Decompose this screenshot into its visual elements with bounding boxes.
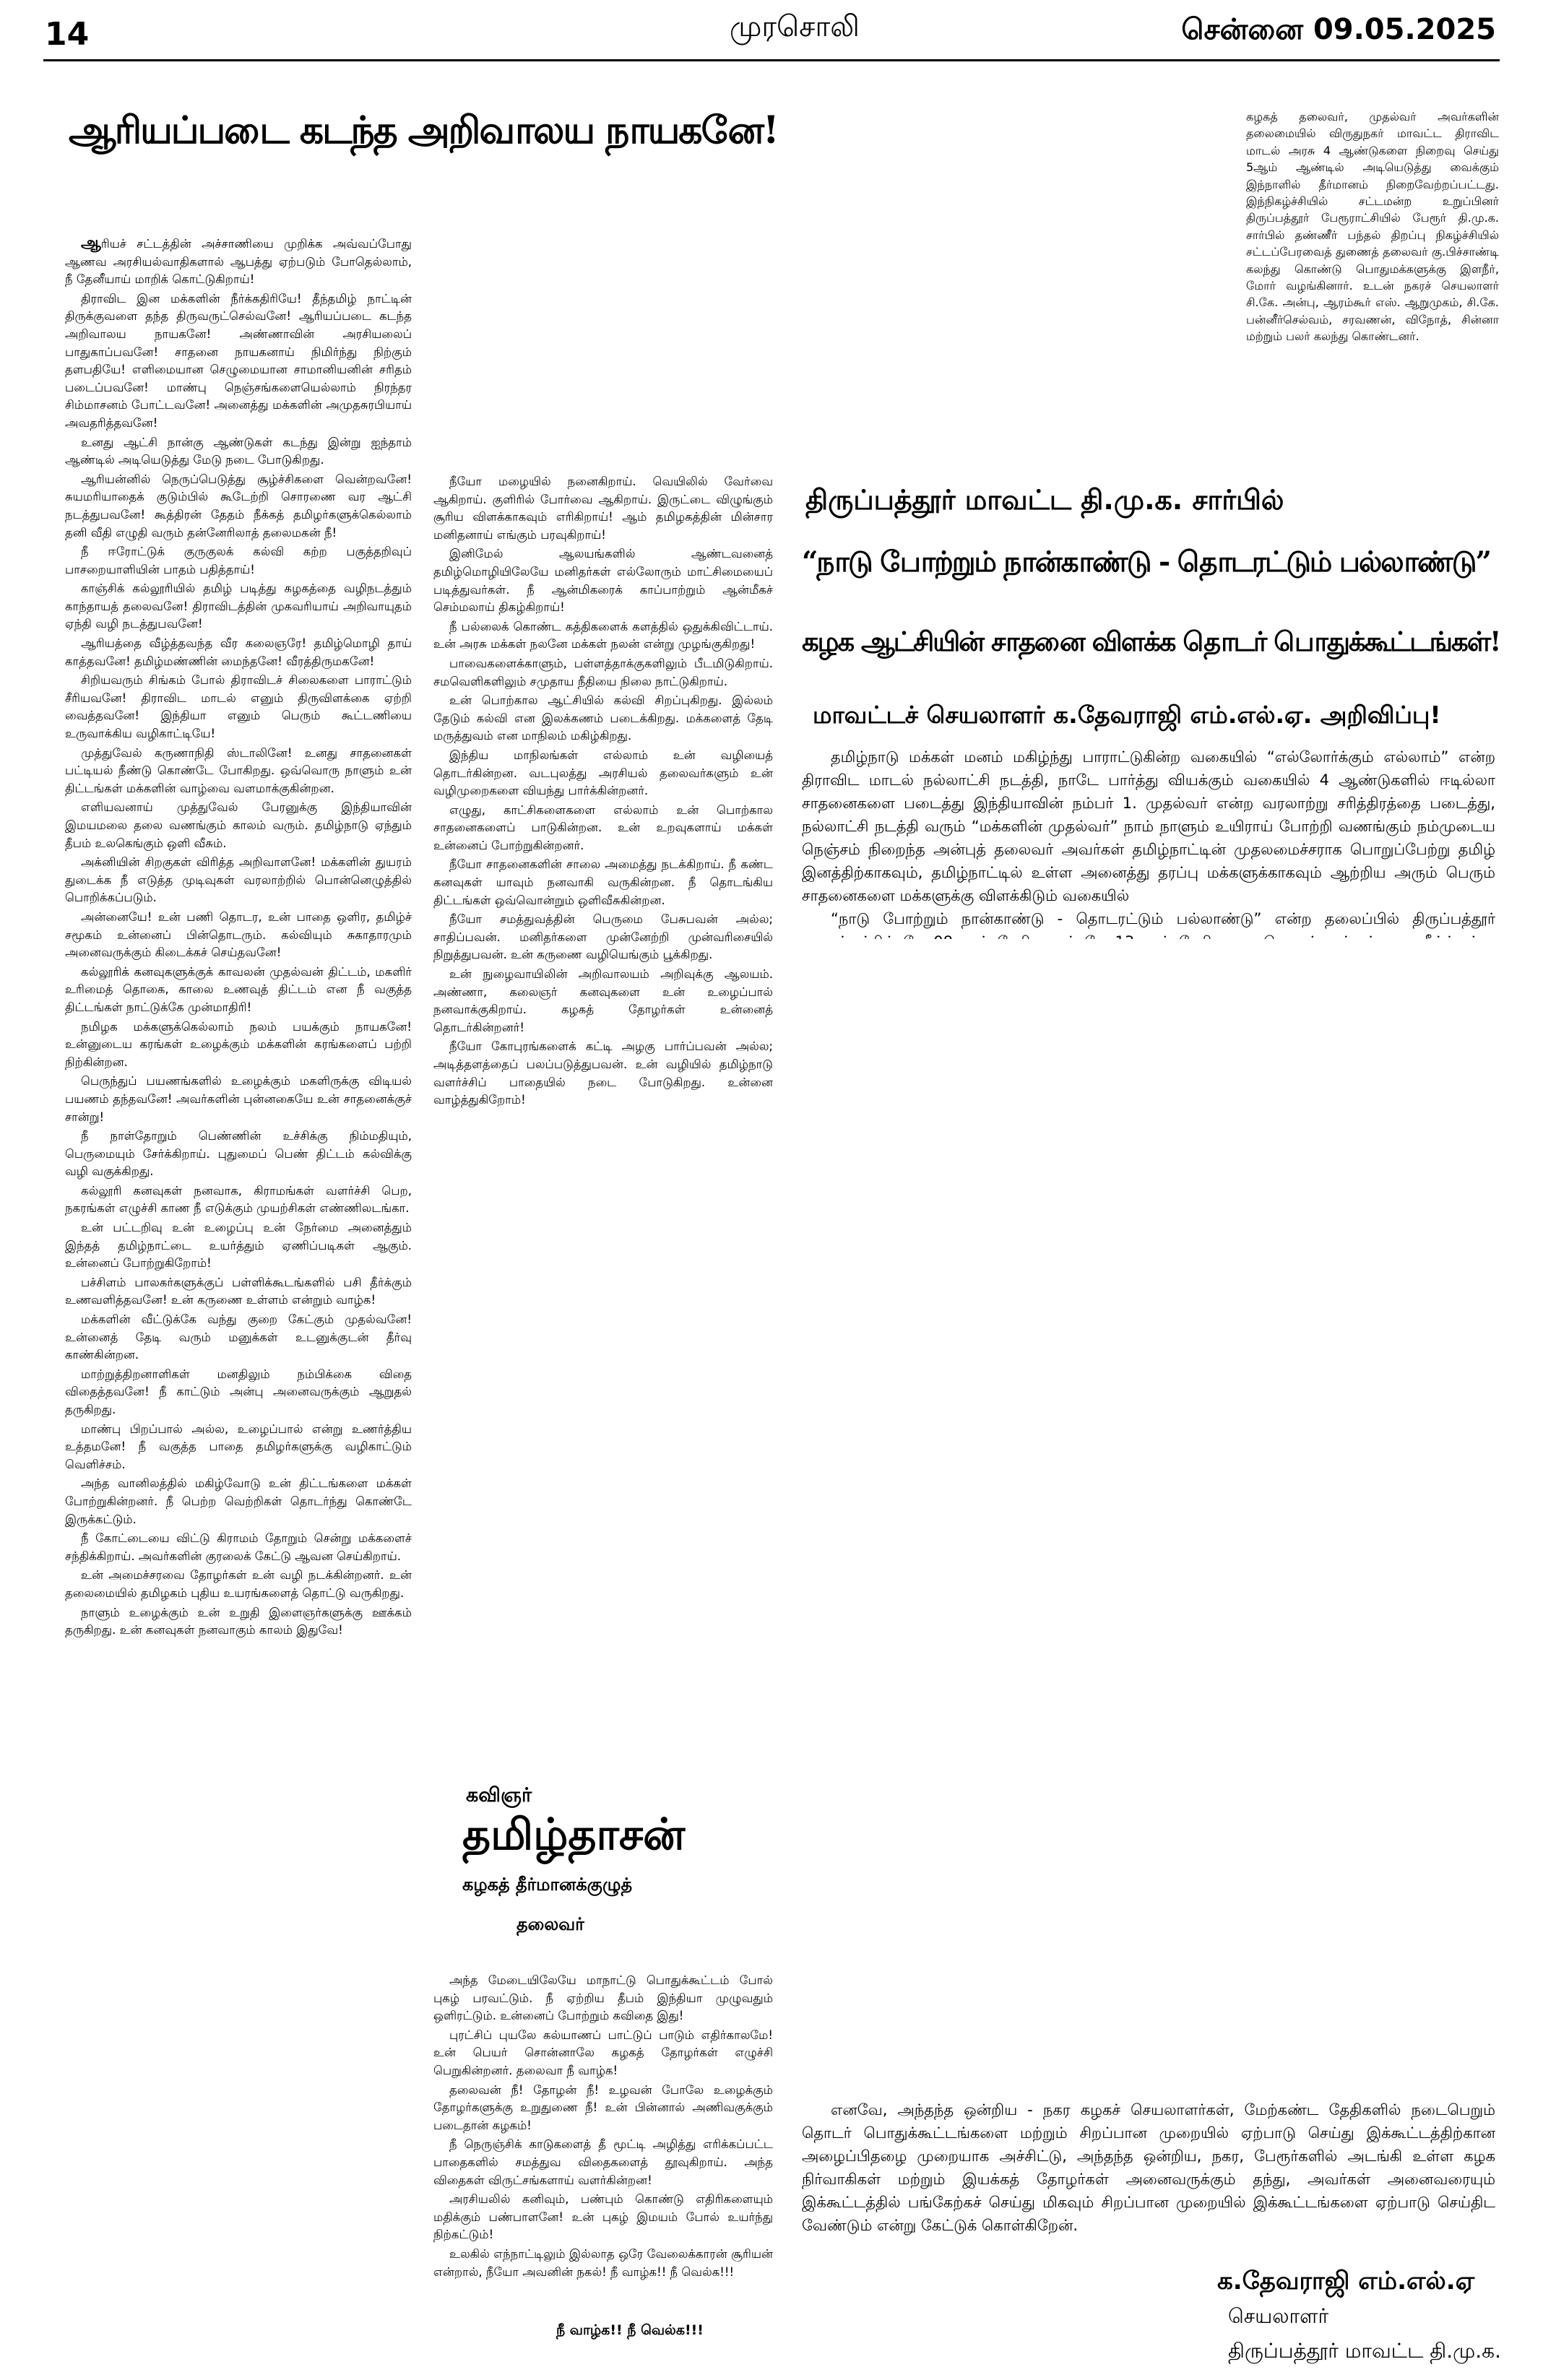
- announcement-paragraph-1: தமிழ்நாடு மக்கள் மனம் மகிழ்ந்து பாராட்டுகின்ற வகையில் “எல்லோர்க்கும் எல்லாம்” என்ற திராவிட மாடல் நல்லாட்சி நடத்தி, நாடே பார்த்து வியக்கும் வகையில் 4 ஆண்டுகளில் ஈடில்லா சாதனைகளை படைத்து இந்தியாவின் நம்பர் 1. முதல்வர் என்ற வரலாற்று சரித்திரத்தை படைத்து, நல்லாட்சி நடத்தி வரும் “மக்களின் முதல்வர்” நாம் நாளும் உயிராய் போற்றி வணங்கும் நம்முடைய நெஞ்சம் நிறைந்த அன்புத் தலைவர் அவர்கள் தமிழ்நாட்டின் முதலமைச்சராக பொறுப்பேற்று தமிழ் இனத்திற்காகவும், தமிழ்நாட்டில் உள்ள அனைத்து தரப்பு மக்களுக்காகவும் ஆற்றிய அரும் பெரும் சாதனைகளை மக்களுக்கு விளக்கிடும் வகையில்: [802, 748, 1495, 904]
- announcement-byline: மாவட்டச் செயலாளர் க.தேவராஜி எம்.எல்.ஏ. அறிவிப்பு!: [813, 701, 1441, 729]
- poet-label: கவிஞர்: [466, 1784, 532, 1806]
- article-paragraph: நீயோ மழையில் நனைகிறாய். வெயிலில் வேர்வை ஆகிறாய். குளிரில் போர்வை ஆகிறாய். இருட்டை விழுங்கும் சூரிய விளக்காகவும் எரிகிறாய்! ஆம் தமிழகத்தின் மின்சார மனிதனாய் எங்கும் பரவுகிறாய்!: [433, 475, 773, 542]
- article-paragraph: நீ பல்லைக் கொண்ட கத்திகளைக் களத்தில் ஒதுக்கிவிட்டாய். உன் அரசு மக்கள் நலனே மக்கள் நலன் என்று முழங்குகிறது!: [433, 619, 773, 652]
- article-paragraph: மக்களின் வீட்டுக்கே வந்து குறை கேட்கும் முதல்வனே! உன்னைத் தேடி வரும் மனுக்கள் உடனுக்குடன் தீர்வு காண்கின்றன.: [65, 1312, 412, 1362]
- article-paragraph: நீ நெருஞ்சிக் காடுகளைத் தீ மூட்டி அழித்து எரிக்கப்பட்ட பாதைகளில் சமத்துவ விதைகளைத் தூவுகிறாய். அந்த விதைகள் விருட்சங்களாய் வளர்கின்றன!: [433, 2137, 773, 2187]
- article-paragraph: எழுது, காட்சிகளைகளை எல்லாம் உன் பொற்கால சாதனைகளைப் பாடுகின்றன. உன் உறவுகளாய் மக்கள் உன்னைப் போற்றுகின்றனர்.: [433, 802, 773, 852]
- article-paragraph: மாற்றுத்திறனாளிகள் மனதிலும் நம்பிக்கை விதை விதைத்தவனே! நீ காட்டும் அன்பு அனைவருக்கும் ஆறுதல் தருகிறது.: [65, 1367, 412, 1416]
- page-number: 14: [45, 16, 90, 53]
- poet-name: தமிழ்தாசன்: [462, 1809, 686, 1860]
- article-paragraph: முத்துவேல் கருணாநிதி ஸ்டாலினே! உனது சாதனைகள் பட்டியல் நீண்டு கொண்டே போகிறது. ஒவ்வொரு நாளும் உன் திட்டங்கள் மக்களின் வாழ்வை வளமாக்குகின்றன.: [65, 745, 412, 795]
- article-paragraph: எளியவனாய் முத்துவேல் பேரனுக்கு இந்தியாவின் இமயமலை தலை வணங்கும் காலம் வரும். தமிழ்நாடு ஏந்தும் தீபம் உலகெங்கும் ஒளி வீசும்.: [65, 800, 412, 850]
- article-paragraph: நீ நாள்தோறும் பெண்ணின் உச்சிக்கு நிம்மதியும், பெருமையும் சேர்க்கிறாய். புதுமைப் பெண் திட்டம் கல்விக்கு வழி வகுக்கிறது.: [65, 1129, 412, 1179]
- article-paragraph: கல்லூரி கனவுகள் நனவாக, கிராமங்கள் வளர்ச்சி பெற, நகரங்கள் எழுச்சி காண நீ எடுக்கும் முயற்சிகள் எண்ணிலடங்கா.: [65, 1183, 412, 1216]
- article-paragraph: நீயோ சாதனைகளின் சாலை அமைத்து நடக்கிறாய். நீ கண்ட கனவுகள் யாவும் நனவாகி வருகின்றன. நீ தொடங்கிய திட்டங்கள் ஒவ்வொன்றும் ஒளிவீசுகின்றன.: [433, 857, 773, 907]
- article-column-1: [65, 235, 412, 2344]
- signatory-district: திருப்பத்தூர் மாவட்ட தி.மு.க.: [1228, 2339, 1501, 2363]
- article-paragraph: மாண்பு பிறப்பால் அல்ல, உழைப்பால் என்று உணர்த்திய உத்தமனே! நீ வகுத்த பாதை தமிழர்களுக்கு வழிகாட்டும் வெளிச்சம்.: [65, 1421, 412, 1471]
- article-paragraph: பாவைகளைக்காளும், பள்ளத்தாக்குகளிலும் பீடமிடுகிறாய். சமவெளிகளிலும் சமுதாய நீதியை நிலை நாட்டுகிறாய்.: [433, 656, 773, 688]
- article-paragraph: அன்னையே! உன் பணி தொடர, உன் பாதை ஒளிர, தமிழ்ச் சமூகம் உன்னைப் பின்தொடரும். கல்வியும் சுகாதாரமும் அனைவருக்கும் கிடைக்கச் செய்தவனே!: [65, 909, 412, 960]
- signatory-role: செயலாளர்: [1228, 2304, 1329, 2328]
- article-paragraph: நாளும் உழைக்கும் உன் உறுதி இளைஞர்களுக்கு ஊக்கம் தருகிறது. உன் கனவுகள் நனவாகும் காலம் இதுவே!: [65, 1605, 412, 1637]
- article-paragraph: நீயோ சமத்துவத்தின் பெருமை பேசுபவன் அல்ல; சாதிப்பவன். மனிதர்களை முன்னேற்றி முன்வரிசையில் நிறுத்துபவன். உன் கருணை வழியெங்கும் பூக்கிறது.: [433, 912, 773, 962]
- photo-caption: கழகத் தலைவர், முதல்வர் அவர்களின் தலைமையில் விருதுநகர் மாவட்ட திராவிட மாடல் அரசு 4 ஆண்டுகளை நிறைவு செய்து 5ஆம் ஆண்டில் அடியெடுத்து வைக்கும் இந்நாளில் தீர்மானம் நிறைவேற்றப்பட்டது. இந்நிகழ்ச்சியில் சட்டமன்ற உறுப்பினர் திருப்பத்தூர் பேரூராட்சியில் பேரூர் தி.மு.க. சார்பில் தண்ணீர் பந்தல் திறப்பு நிகழ்ச்சியில் சட்டப்பேரவைத் துணைத் தலைவர் கு.பிச்சாண்டி கலந்து கொண்டு பொதுமக்களுக்கு இளநீர், மோர் வழங்கினார். உடன் நகரச் செயலாளர் சி.கே. அன்பு, ஆரம்கூர் எஸ். ஆறுமுகம், சி.கே. பன்னீர்செல்வம், சரவணன், விநோத், சின்னா மற்றும் பலர் கலந்து கொண்டனர்.: [1246, 110, 1499, 344]
- article-column-2-upper: [433, 473, 773, 1766]
- article-paragraph: புரட்சிப் புயலே கல்யாணப் பாட்டுப் பாடும் எதிர்காலமே! உன் பெயர் சொன்னாலே கழகத் தோழர்கள் எழுச்சி பெறுகின்றனர். தலைவா நீ வாழ்க!: [433, 2028, 773, 2077]
- article-paragraph: உனது ஆட்சி நான்கு ஆண்டுகள் கடந்து இன்று ஐந்தாம் ஆண்டில் அடியெடுத்து மேடு நடை போடுகிறது.: [65, 435, 412, 467]
- article-paragraph: உன் பட்டறிவு உன் உழைப்பு உன் நேர்மை அனைத்தும் இந்தத் தமிழ்நாட்டை உயர்த்தும் ஏணிப்படிகள் ஆகும். உன்னைப் போற்றுகிறோம்!: [65, 1221, 412, 1271]
- article-paragraph: ஆரியச் சட்டத்தின் அச்சாணியை முறிக்க அவ்வப்போது ஆணவ அரசியல்வாதிகளால் ஆபத்து ஏற்படும் போதெல்லாம், நீ தேனீயாய் மாறிக் கொட்டுகிறாய்!: [65, 235, 412, 287]
- poet-role: கழகத் தீர்மானக்குழுத்: [462, 1874, 633, 1895]
- dateline: சென்னை 09.05.2025: [1181, 13, 1496, 46]
- meeting-schedule: [802, 939, 1495, 2080]
- masthead-rule: [43, 59, 1500, 61]
- article-paragraph: நீ கோட்டையை விட்டு கிராமம் தோறும் சென்று மக்களைச் சந்திக்கிறாய். அவர்களின் குரலைக் கேட்டு ஆவன செய்கிறாய்.: [65, 1531, 412, 1563]
- article-paragraph: இந்திய மாநிலங்கள் எல்லாம் உன் வழியைத் தொடர்கின்றன. வடபுலத்து அரசியல் தலைவர்களும் உன் வழிமுறைகளை வியந்து பார்க்கின்றனர்.: [433, 748, 773, 798]
- poet-role-2: தலைவர்: [517, 1914, 584, 1934]
- article-paragraph: கல்லூரிக் கனவுகளுக்குக் காவலன் முதல்வன் திட்டம், மகளிர் உரிமைத் தொகை, காலை உணவுத் திட்டம் என நீ வகுத்த திட்டங்கள் நாட்டுக்கே முன்மாதிரி!: [65, 964, 412, 1014]
- article-paragraph: உலகில் எந்நாட்டிலும் இல்லாத ஒரே வேலைக்காரன் சூரியன் என்றால், நீயோ அவனின் நகல்! நீ வாழ்க!! நீ வெல்க!!!: [433, 2246, 773, 2279]
- article-column-2-lower: [433, 1972, 773, 2311]
- announcement-closing: [802, 2098, 1495, 2237]
- article-paragraph: இனிமேல் ஆலயங்களில் ஆண்டவனைத் தமிழ்மொழியிலேயே மனிதர்கள் எல்லோரும் மாட்சிமையைப் படித்துவர்கள். நீ ஆன்மிகரைக் காப்பாற்றும் ஆன்மீகச் செம்மலாய் திகழ்கிறாய்!: [433, 547, 773, 615]
- article-paragraph: ஆரியத்தை வீழ்த்தவந்த வீர கலைஞரே! தமிழ்மொழி தாய் காத்தவனே! தமிழ்மண்ணின் மைந்தனே! வீரத்திருமகனே!: [65, 636, 412, 668]
- article-paragraph: அந்த மேடையிலேயே மாநாட்டு பொதுக்கூட்டம் போல் புகழ் பரவட்டும். நீ ஏற்றிய தீபம் இந்தியா முழுவதும் ஒளிரட்டும். உன்னைப் போற்றும் கவிதை இது!: [433, 1973, 773, 2023]
- article-paragraph: காஞ்சிக் கல்லூரியில் தமிழ் படித்து கழகத்தை வழிநடத்தும் காந்தாயத் தலைவனே! திராவிடத்தின் முகவரியாய் அறிவாயுதம் ஏந்தி வழி நடத்துபவனே!: [65, 581, 412, 631]
- newspaper-name: முரசொலி: [730, 10, 860, 43]
- article-paragraph: சிறியவரும் சிங்கம் போல் திராவிடச் சிலைகளை பாராட்டும் சீரியவனே! திராவிட மாடல் எனும் திருவிளக்கை ஏற்றி வைத்தவனே! இந்தியா எனும் பெரும் கூட்டணியை உருவாக்கிய வழிகாட்டியே!: [65, 673, 412, 741]
- signatory-name: க.தேவராஜி எம்.எல்.ஏ: [1217, 2267, 1475, 2295]
- article-paragraph: தலைவன் நீ! தோழன் நீ! உழவன் போலே உழைக்கும் தோழர்களுக்கு உறுதுணை நீ! உன் பின்னால் அணிவகுக்கும் படைதான் கழகம்!: [433, 2082, 773, 2132]
- article-closing: நீ வாழ்க!! நீ வெல்க!!!: [556, 2322, 704, 2338]
- article-title: ஆரியப்படை கடந்த அறிவாலய நாயகனே!: [69, 108, 778, 152]
- article-paragraph: உன் அமைச்சரவை தோழர்கள் உன் வழி நடக்கின்றனர். உன் தலைமையில் தமிழகம் புதிய உயரங்களைத் தொட்டு வருகிறது.: [65, 1568, 412, 1600]
- article-paragraph: திராவிட இன மக்களின் நீர்க்கதிரியே! தீந்தமிழ் நாட்டின் திருக்குவளை தந்த திருவருட்செல்வனே! ஆரியப்படை கடந்த அறிவாலய நாயகனே! அண்ணாவின் அரசியலைப் பாதுகாப்பவனே! சாதனை நாயகனாய் நிமிர்ந்து நிற்கும் தளபதியே! எளிமையான செழுமையான சாமானியனின் சரிதம் படைப்பவனே! மாண்பு நெஞ்சங்களையெல்லாம் நிரந்தர சிம்மாசனம் போட்டவனே! அனைத்து மக்களின் அமுதசுரபியாய் அவதரித்தவனே!: [65, 291, 412, 430]
- announcement-headline-1: “நாடு போற்றும் நான்காண்டு - தொடரட்டும் பல்லாண்டு”: [802, 545, 1490, 579]
- article-paragraph: உன் நுழைவாயிலின் அறிவாலயம் அறிவுக்கு ஆலயம். அண்ணா, கலைஞர் கனவுகளை உன் உழைப்பால் நனவாக்குகிறாய். கழகத் தோழர்கள் உன்னைத் தொடர்கின்றனர்!: [433, 967, 773, 1034]
- announcement-paragraph-3: எனவே, அந்தந்த ஒன்றிய - நகர கழகச் செயலாளர்கள், மேற்கண்ட தேதிகளில் நடைபெறும் தொடர் பொதுக்கூட்டங்களை மற்றும் சிறப்பான முறையில் ஏற்பாடு செய்து இக்கூட்டத்திற்கான அழைப்பிதழை முறையாக அச்சிட்டு, அந்தந்த ஒன்றிய, நகர, பேரூர்களில் அடங்கி உள்ள கழக நிர்வாகிகள் மற்றும் இயக்கத் தோழர்கள் அனைவருக்கும் தந்து, அவர்கள் அனைவரையும் இக்கூட்டத்தில் பங்கேற்கச் செய்து மிகவும் சிறப்பான முறையில் இக்கூட்டங்களை ஏற்பாடு செய்திட வேண்டும் என்று கேட்டுக் கொள்கிறேன்.: [802, 2101, 1495, 2234]
- article-paragraph: அக்னியின் சிறகுகள் விரித்த அறிவாளனே! மக்களின் துயரம் துடைக்க நீ எடுத்த முடிவுகள் வரலாற்றில் பொன்னெழுத்தில் பொறிக்கப்படும்.: [65, 855, 412, 905]
- photo: [831, 72, 1235, 455]
- article-paragraph: பெருந்துப் பயணங்களில் உழைக்கும் மகளிருக்கு விடியல் பயணம் தந்தவனே! அவர்களின் புன்னகையே உன் சாதனைக்குச் சான்று!: [65, 1074, 412, 1124]
- announcement-headline-2: கழக ஆட்சியின் சாதனை விளக்க தொடர் பொதுக்கூட்டங்கள்!: [802, 626, 1500, 657]
- article-paragraph: நமிழக மக்களுக்கெல்லாம் நலம் பயக்கும் நாயகனே! உன்னுடைய கரங்கள் உழைக்கும் மக்களின் கரங்களைப் பற்றி நிற்கின்றன.: [65, 1019, 412, 1069]
- article-paragraph: ஆரியன்னில் நெருப்பெடுத்து சூழ்ச்சிகளை வென்றவனே! சுயமரியாதைக் குடும்பில் கூடேற்றி சொரணை வர ஆட்சி நடத்துபவனே! கூத்திரன் தேதம் நீக்கத் தமிழர்களுக்கெல்லாம் தனி வீதி எழுதி வரும் தன்னேரிலாத் தலைமகன் நீ!: [65, 472, 412, 540]
- article-paragraph: பச்சிளம் பாலகர்களுக்குப் பள்ளிக்கூடங்களில் பசி தீர்க்கும் உணவளித்தவனே! உன் கருணை உள்ளம் என்றும் வாழ்க!: [65, 1275, 412, 1307]
- announcement-paragraph-2: “நாடு போற்றும் நான்காண்டு - தொடரட்டும் பல்லாண்டு” என்ற தலைப்பில் திருப்பத்தூர்: [831, 910, 1495, 927]
- announcement-kicker: திருப்பத்தூர் மாவட்ட தி.மு.க. சார்பில்: [805, 484, 1284, 516]
- article-paragraph: உன் பொற்கால ஆட்சியில் கல்வி சிறப்புகிறது. இல்லம் தேடும் கல்வி என இலக்கணம் படைக்கிறது. மக்களைத் தேடி மருத்துவம் என மாநிலம் மகிழ்கிறது.: [433, 693, 773, 743]
- article-paragraph: அரசியலில் கனிவும், பண்பும் கொண்டு எதிரிகளையும் மதிக்கும் பண்பாளனே! உன் புகழ் இமயம் போல் உயர்ந்து நிற்கட்டும்!: [433, 2192, 773, 2242]
- article-paragraph: அந்த வானிலத்தில் மகிழ்வோடு உன் திட்டங்களை மக்கள் போற்றுகின்றனர். நீ பெற்ற வெற்றிகள் தொடர்ந்து கொண்டே இருக்கட்டும்.: [65, 1476, 412, 1526]
- article-paragraph: நீயோ கோபுரங்களைக் கட்டி அழகு பார்ப்பவன் அல்ல; அடித்தளத்தைப் பலப்படுத்துபவன். உன் வழியில் தமிழ்நாடு வளர்ச்சிப் பாதையில் நடை போடுகிறது. உன்னை வாழ்த்துகிறோம்!: [433, 1039, 773, 1107]
- article-paragraph: நீ ஈரோட்டுக் குருகுலக் கல்வி கற்ற பகுத்தறிவுப் பாசறையாளியின் பாதம் பதித்தாய்!: [65, 545, 412, 576]
